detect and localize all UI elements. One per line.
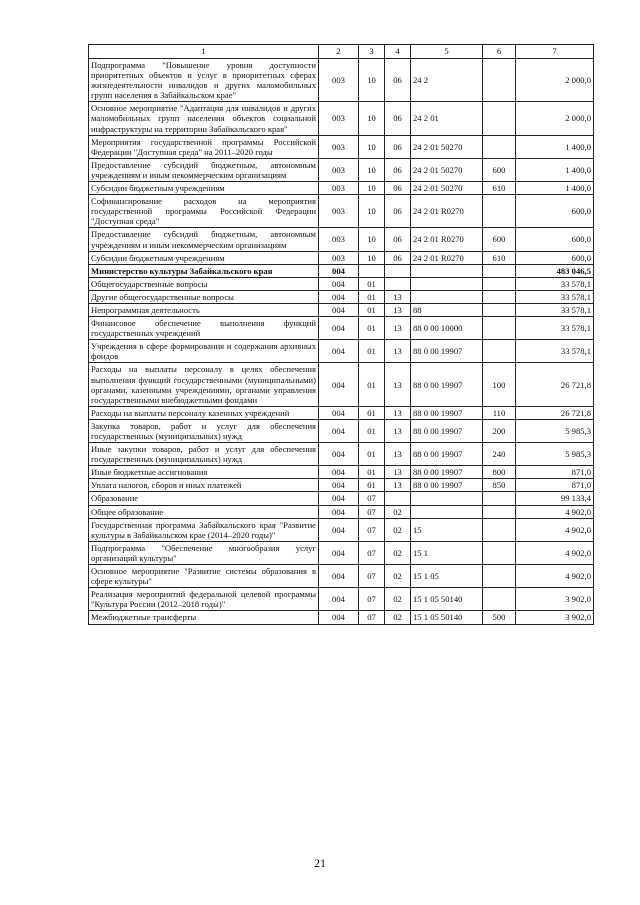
expense-type-cell: 110 [483, 406, 516, 419]
section-code-cell: 10 [359, 195, 385, 228]
amount-cell: 4 902,0 [516, 565, 594, 588]
section-code-cell: 10 [359, 102, 385, 135]
table-row [89, 264, 594, 277]
amount-cell: 33 578,1 [516, 317, 594, 340]
subsection-code-cell: 06 [385, 228, 411, 251]
section-code-cell: 07 [359, 492, 385, 505]
subsection-code-cell: 13 [385, 317, 411, 340]
expense-name-cell: Реализация мероприятий федеральной целевой программы "Культура России (2012–2018 годы)" [89, 588, 319, 611]
section-code-cell: 07 [359, 505, 385, 518]
ministry-code-cell: 004 [319, 492, 359, 505]
subsection-code-cell [385, 264, 411, 277]
section-code-cell: 10 [359, 59, 385, 102]
expense-type-cell [483, 277, 516, 290]
header-cell: 6 [483, 45, 516, 59]
target-article-cell [411, 505, 483, 518]
section-code-cell: 10 [359, 135, 385, 158]
target-article-cell: 15 1 05 [411, 565, 483, 588]
target-article-cell: 88 0 00 19907 [411, 466, 483, 479]
section-code-cell: 01 [359, 303, 385, 316]
ministry-code-cell: 004 [319, 264, 359, 277]
section-code-cell: 01 [359, 317, 385, 340]
ministry-code-cell: 003 [319, 158, 359, 181]
ministry-code-cell: 004 [319, 340, 359, 363]
amount-cell: 483 046,5 [516, 264, 594, 277]
expense-type-cell: 610 [483, 182, 516, 195]
section-code-cell: 01 [359, 290, 385, 303]
table-row [89, 135, 594, 158]
table-row [89, 479, 594, 492]
subsection-code-cell [385, 277, 411, 290]
section-code-cell: 01 [359, 466, 385, 479]
expense-name-cell: Расходы на выплаты персоналу казенных учреждений [89, 406, 319, 419]
table-header-row [89, 45, 594, 59]
header-cell: 2 [319, 45, 359, 59]
expense-name-cell: Образование [89, 492, 319, 505]
expense-name-cell: Предоставление субсидий бюджетным, автономным учреждениям и иным некоммерческим организациям [89, 158, 319, 181]
ministry-code-cell: 004 [319, 588, 359, 611]
section-code-cell: 10 [359, 158, 385, 181]
header-cell: 1 [89, 45, 319, 59]
subsection-code-cell: 02 [385, 505, 411, 518]
amount-cell: 5 985,3 [516, 443, 594, 466]
expense-name-cell: Субсидии бюджетным учреждениям [89, 251, 319, 264]
expense-type-cell: 800 [483, 466, 516, 479]
section-code-cell: 07 [359, 541, 385, 564]
amount-cell: 4 902,0 [516, 505, 594, 518]
header-cell: 3 [359, 45, 385, 59]
expense-name-cell: Министерство культуры Забайкальского края [89, 264, 319, 277]
expense-name-cell: Подпрограмма "Обеспечение многообразия услуг организаций культуры" [89, 541, 319, 564]
target-article-cell [411, 277, 483, 290]
ministry-code-cell: 004 [319, 443, 359, 466]
target-article-cell: 15 1 [411, 541, 483, 564]
target-article-cell: 88 0 00 19907 [411, 340, 483, 363]
section-code-cell: 10 [359, 228, 385, 251]
target-article-cell: 15 [411, 518, 483, 541]
ministry-code-cell: 004 [319, 479, 359, 492]
subsection-code-cell: 13 [385, 479, 411, 492]
section-code-cell: 01 [359, 479, 385, 492]
subsection-code-cell: 13 [385, 419, 411, 442]
subsection-code-cell: 06 [385, 102, 411, 135]
section-code-cell: 01 [359, 406, 385, 419]
expense-type-cell [483, 303, 516, 316]
amount-cell: 26 721,8 [516, 363, 594, 406]
table-row [89, 251, 594, 264]
subsection-code-cell: 02 [385, 588, 411, 611]
table-row [89, 492, 594, 505]
ministry-code-cell: 004 [319, 518, 359, 541]
expense-name-cell: Непрограммная деятельность [89, 303, 319, 316]
table-row [89, 340, 594, 363]
target-article-cell: 88 0 00 10000 [411, 317, 483, 340]
ministry-code-cell: 004 [319, 303, 359, 316]
subsection-code-cell: 13 [385, 406, 411, 419]
expense-type-cell [483, 317, 516, 340]
expense-name-cell: Общее образование [89, 505, 319, 518]
subsection-code-cell: 06 [385, 195, 411, 228]
ministry-code-cell: 004 [319, 565, 359, 588]
subsection-code-cell: 06 [385, 59, 411, 102]
ministry-code-cell: 003 [319, 102, 359, 135]
expense-name-cell: Общегосударственные вопросы [89, 277, 319, 290]
target-article-cell: 88 [411, 303, 483, 316]
section-code-cell: 01 [359, 443, 385, 466]
expense-name-cell: Основное мероприятие "Развитие системы образования в сфере культуры" [89, 565, 319, 588]
section-code-cell: 10 [359, 182, 385, 195]
table-row [89, 363, 594, 406]
section-code-cell: 01 [359, 340, 385, 363]
section-code-cell: 07 [359, 518, 385, 541]
target-article-cell: 88 0 00 19907 [411, 443, 483, 466]
expense-type-cell: 610 [483, 251, 516, 264]
target-article-cell: 15 1 05 50140 [411, 611, 483, 624]
expense-type-cell [483, 102, 516, 135]
expense-type-cell: 850 [483, 479, 516, 492]
section-code-cell: 07 [359, 565, 385, 588]
subsection-code-cell: 13 [385, 363, 411, 406]
header-cell: 5 [411, 45, 483, 59]
section-code-cell: 01 [359, 277, 385, 290]
expense-type-cell [483, 59, 516, 102]
table-row [89, 228, 594, 251]
expense-name-cell: Закупка товаров, работ и услуг для обеспечения государственных (муниципальных) нужд [89, 419, 319, 442]
subsection-code-cell: 06 [385, 158, 411, 181]
subsection-code-cell: 13 [385, 466, 411, 479]
table-row [89, 290, 594, 303]
expense-type-cell: 200 [483, 419, 516, 442]
amount-cell: 600,0 [516, 228, 594, 251]
subsection-code-cell: 02 [385, 518, 411, 541]
ministry-code-cell: 003 [319, 182, 359, 195]
table-row [89, 303, 594, 316]
section-code-cell [359, 264, 385, 277]
section-code-cell: 10 [359, 251, 385, 264]
section-code-cell: 07 [359, 611, 385, 624]
subsection-code-cell: 13 [385, 290, 411, 303]
expense-type-cell [483, 518, 516, 541]
ministry-code-cell: 004 [319, 611, 359, 624]
table-row [89, 158, 594, 181]
expense-type-cell [483, 541, 516, 564]
ministry-code-cell: 003 [319, 251, 359, 264]
table-row [89, 195, 594, 228]
amount-cell: 2 000,0 [516, 102, 594, 135]
expense-name-cell: Расходы на выплаты персоналу в целях обеспечения выполнения функций государственными (муниципальными) органами, казенными учреждениями, органами управления государственными внебюджетными фондами [89, 363, 319, 406]
expense-name-cell: Предоставление субсидий бюджетным, автономным учреждениям и иным некоммерческим организациям [89, 228, 319, 251]
amount-cell: 871,0 [516, 466, 594, 479]
header-cell: 7 [516, 45, 594, 59]
subsection-code-cell: 06 [385, 251, 411, 264]
subsection-code-cell [385, 492, 411, 505]
ministry-code-cell: 004 [319, 363, 359, 406]
amount-cell: 26 721,8 [516, 406, 594, 419]
expense-type-cell: 500 [483, 611, 516, 624]
expense-name-cell: Иные закупки товаров, работ и услуг для обеспечения государственных (муниципальных) нужд [89, 443, 319, 466]
section-code-cell: 01 [359, 363, 385, 406]
amount-cell: 4 902,0 [516, 541, 594, 564]
amount-cell: 871,0 [516, 479, 594, 492]
subsection-code-cell: 13 [385, 303, 411, 316]
expense-name-cell: Межбюджетные трансферты [89, 611, 319, 624]
ministry-code-cell: 004 [319, 541, 359, 564]
table-row [89, 505, 594, 518]
budget-table [88, 44, 594, 625]
expense-type-cell: 600 [483, 228, 516, 251]
ministry-code-cell: 004 [319, 277, 359, 290]
document-page [88, 44, 594, 625]
amount-cell: 5 985,3 [516, 419, 594, 442]
header-cell: 4 [385, 45, 411, 59]
amount-cell: 33 578,1 [516, 290, 594, 303]
expense-type-cell [483, 505, 516, 518]
table-row [89, 565, 594, 588]
table-row [89, 277, 594, 290]
subsection-code-cell: 13 [385, 443, 411, 466]
amount-cell: 3 902,0 [516, 611, 594, 624]
expense-name-cell: Подпрограмма "Повышение уровня доступности приоритетных объектов и услуг в приоритетных сферах жизнедеятельности инвалидов и других маломобильных групп населения в Забайкальском крае" [89, 59, 319, 102]
target-article-cell [411, 290, 483, 303]
target-article-cell: 24 2 01 50270 [411, 158, 483, 181]
table-row [89, 518, 594, 541]
table-row [89, 419, 594, 442]
target-article-cell: 24 2 01 R0270 [411, 195, 483, 228]
amount-cell: 33 578,1 [516, 277, 594, 290]
expense-name-cell: Уплата налогов, сборов и иных платежей [89, 479, 319, 492]
expense-type-cell [483, 135, 516, 158]
target-article-cell: 24 2 01 50270 [411, 135, 483, 158]
table-row [89, 406, 594, 419]
expense-type-cell [483, 195, 516, 228]
target-article-cell: 24 2 01 50270 [411, 182, 483, 195]
expense-name-cell: Основное мероприятие "Адаптация для инвалидов и других маломобильных групп населения объектов социальной инфраструктуры на территории Забайкальского края" [89, 102, 319, 135]
expense-name-cell: Финансовое обеспечение выполнения функций государственных учреждений [89, 317, 319, 340]
target-article-cell: 24 2 01 R0270 [411, 251, 483, 264]
table-row [89, 317, 594, 340]
table-row [89, 541, 594, 564]
amount-cell: 2 000,0 [516, 59, 594, 102]
amount-cell: 33 578,1 [516, 340, 594, 363]
table-row [89, 59, 594, 102]
target-article-cell: 88 0 00 19907 [411, 419, 483, 442]
table-row [89, 182, 594, 195]
expense-type-cell [483, 290, 516, 303]
amount-cell: 1 400,0 [516, 158, 594, 181]
page-number: 21 [314, 856, 326, 870]
ministry-code-cell: 004 [319, 505, 359, 518]
expense-type-cell [483, 492, 516, 505]
expense-name-cell: Иные бюджетные ассигнования [89, 466, 319, 479]
ministry-code-cell: 004 [319, 290, 359, 303]
expense-name-cell: Другие общегосударственные вопросы [89, 290, 319, 303]
table-row [89, 588, 594, 611]
subsection-code-cell: 13 [385, 340, 411, 363]
ministry-code-cell: 004 [319, 419, 359, 442]
expense-type-cell: 100 [483, 363, 516, 406]
subsection-code-cell: 02 [385, 611, 411, 624]
subsection-code-cell: 02 [385, 565, 411, 588]
expense-type-cell: 600 [483, 158, 516, 181]
expense-type-cell [483, 588, 516, 611]
ministry-code-cell: 003 [319, 228, 359, 251]
table-row [89, 466, 594, 479]
subsection-code-cell: 02 [385, 541, 411, 564]
target-article-cell: 24 2 01 R0270 [411, 228, 483, 251]
target-article-cell: 88 0 00 19907 [411, 406, 483, 419]
target-article-cell [411, 492, 483, 505]
target-article-cell: 88 0 00 19907 [411, 363, 483, 406]
amount-cell: 600,0 [516, 195, 594, 228]
ministry-code-cell: 003 [319, 135, 359, 158]
ministry-code-cell: 004 [319, 317, 359, 340]
expense-name-cell: Государственная программа Забайкальского края "Развитие культуры в Забайкальском крае (2014–2020 годы)" [89, 518, 319, 541]
subsection-code-cell: 06 [385, 182, 411, 195]
expense-name-cell: Учреждения в сфере формирования и содержания архивных фондов [89, 340, 319, 363]
expense-name-cell: Субсидии бюджетным учреждениям [89, 182, 319, 195]
amount-cell: 600,0 [516, 251, 594, 264]
section-code-cell: 07 [359, 588, 385, 611]
amount-cell: 1 400,0 [516, 135, 594, 158]
section-code-cell: 01 [359, 419, 385, 442]
amount-cell: 99 133,4 [516, 492, 594, 505]
target-article-cell: 15 1 05 50140 [411, 588, 483, 611]
amount-cell: 3 902,0 [516, 588, 594, 611]
ministry-code-cell: 003 [319, 59, 359, 102]
ministry-code-cell: 003 [319, 195, 359, 228]
amount-cell: 4 902,0 [516, 518, 594, 541]
target-article-cell [411, 264, 483, 277]
amount-cell: 1 400,0 [516, 182, 594, 195]
table-row [89, 102, 594, 135]
ministry-code-cell: 004 [319, 466, 359, 479]
table-row [89, 611, 594, 624]
table-row [89, 443, 594, 466]
ministry-code-cell: 004 [319, 406, 359, 419]
target-article-cell: 88 0 00 19907 [411, 479, 483, 492]
target-article-cell: 24 2 [411, 59, 483, 102]
expense-name-cell: Софинансирование расходов на мероприятия государственной программы Российской Федерации "Доступная среда" [89, 195, 319, 228]
expense-type-cell [483, 340, 516, 363]
expense-name-cell: Мероприятия государственной программы Российской Федерации "Доступная среда" на 2011–2020 годы [89, 135, 319, 158]
expense-type-cell [483, 565, 516, 588]
subsection-code-cell: 06 [385, 135, 411, 158]
expense-type-cell: 240 [483, 443, 516, 466]
target-article-cell: 24 2 01 [411, 102, 483, 135]
amount-cell: 33 578,1 [516, 303, 594, 316]
expense-type-cell [483, 264, 516, 277]
